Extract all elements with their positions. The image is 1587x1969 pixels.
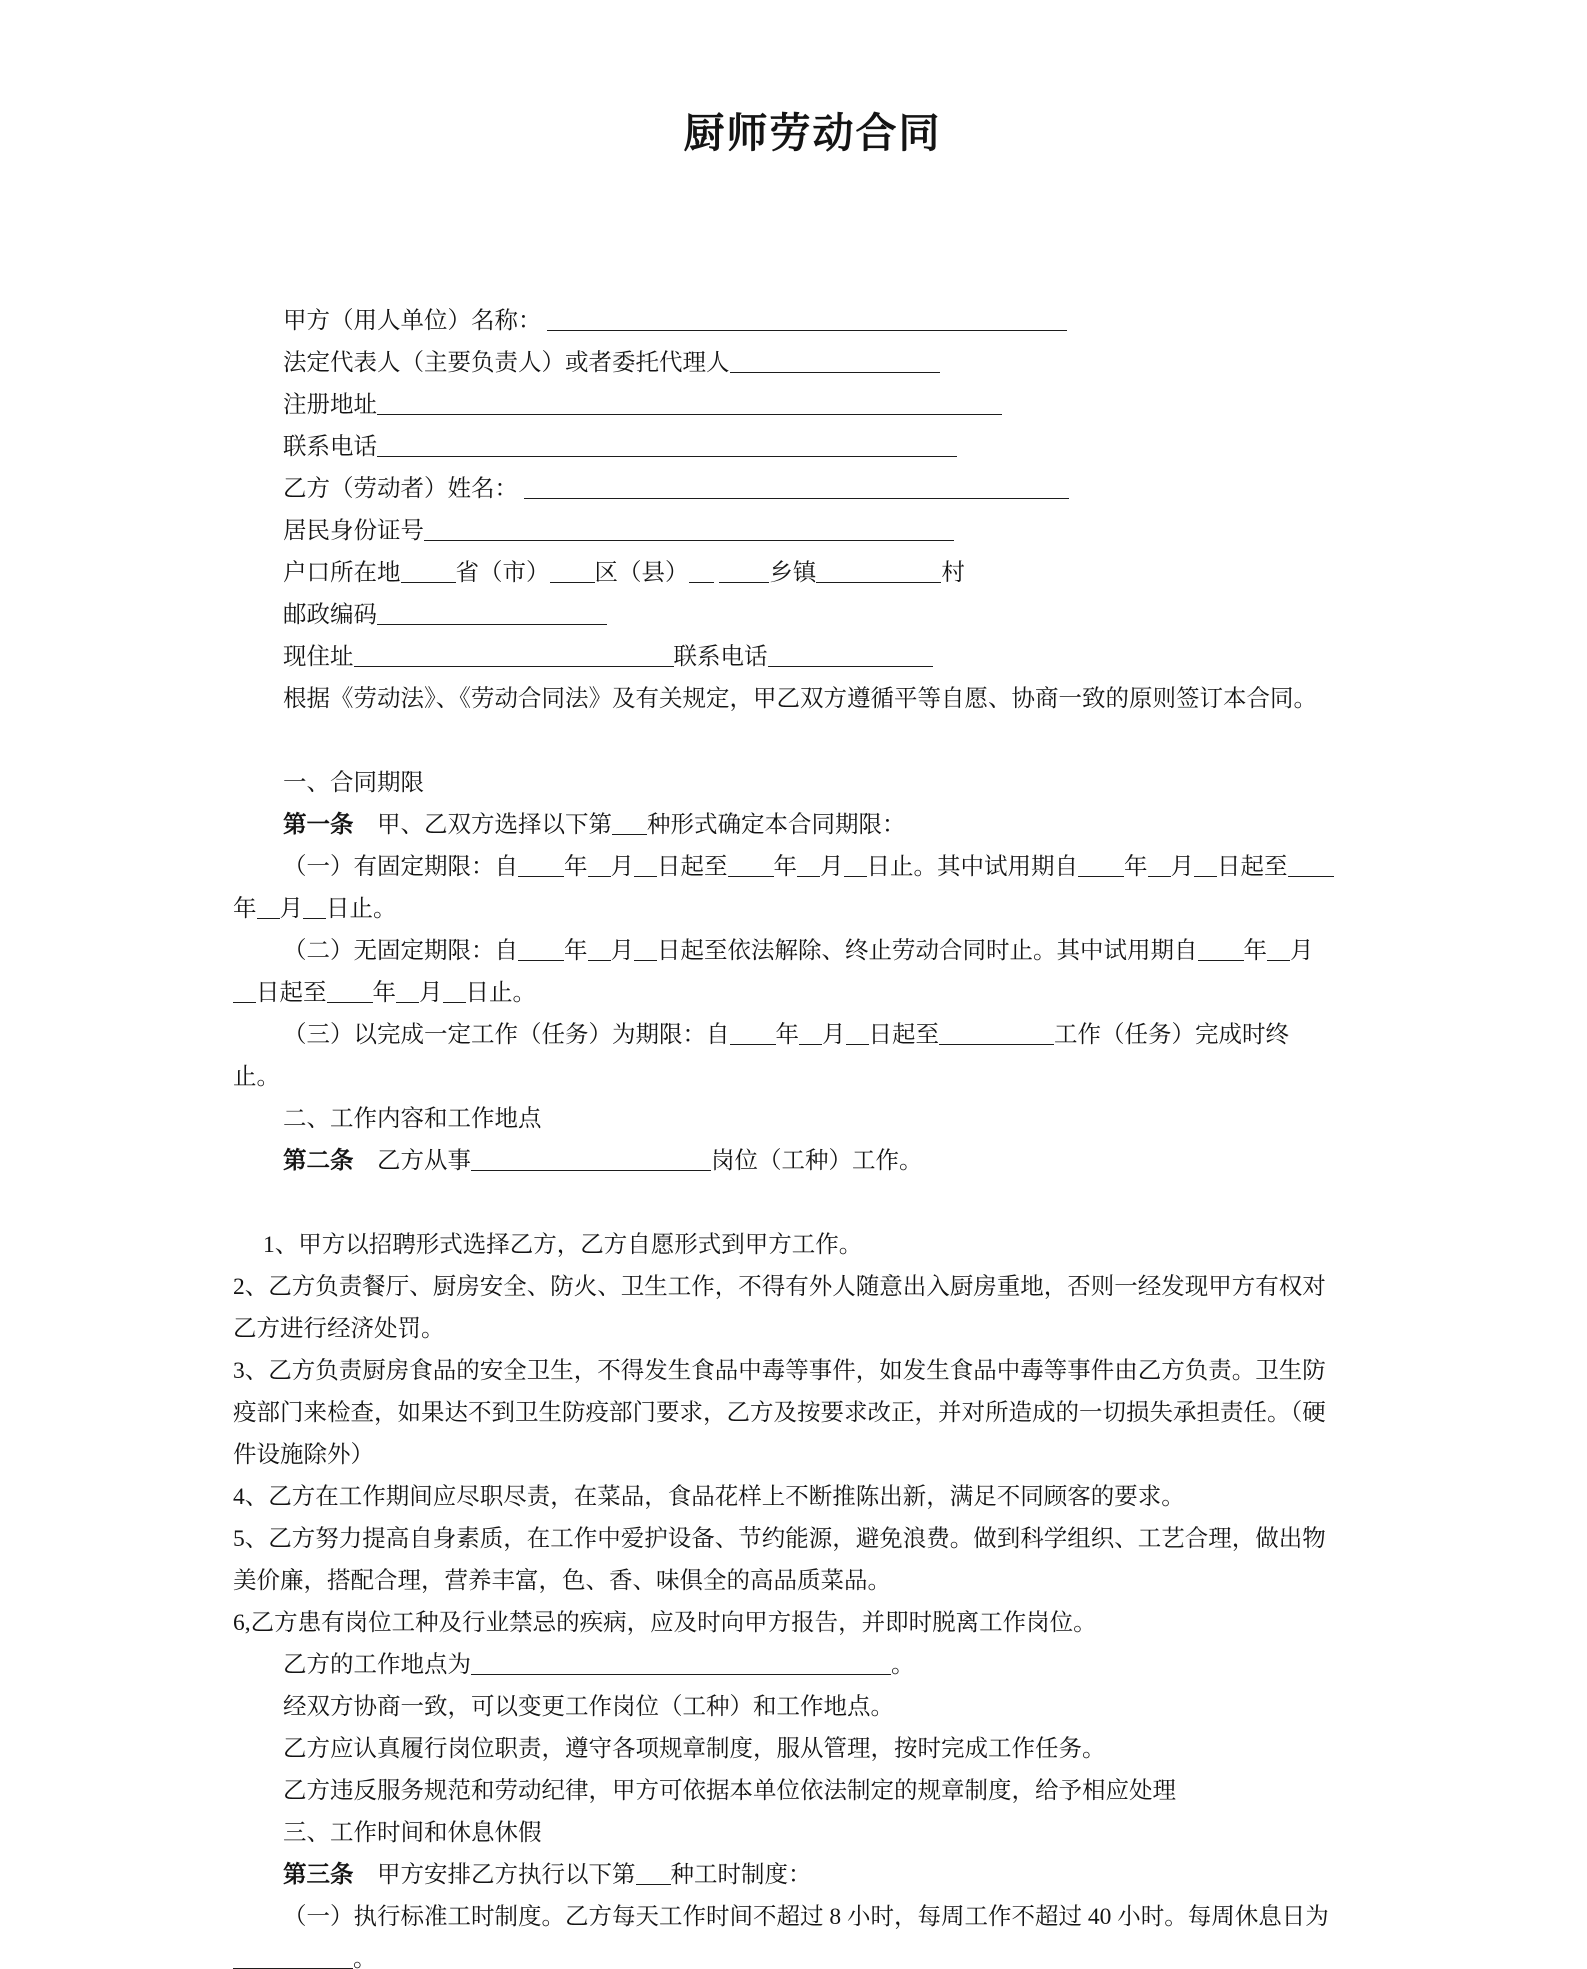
contract-line [233,1434,1354,1476]
text-run: 种形式确定本合同期限： [647,812,906,838]
text-run: 月 [820,854,844,880]
text-run: 件设施除外） [233,1442,374,1468]
contract-line [233,1014,1354,1056]
text-run: 法定代表人（主要负责人）或者委托代理人 [283,350,730,376]
text-run: 美价廉，搭配合理，营养丰富，色、香、味俱全的高品质菜品。 [233,1568,891,1594]
text-run: 5、乙方努力提高自身素质，在工作中爱护设备、节约能源，避免浪费。做到科学组织、工艺合理，做出物 [233,1526,1326,1552]
fill-in-blank [634,943,657,961]
text-run: 月 [822,1022,846,1048]
contract-line [233,1308,1354,1350]
clause-number-text: 第三条 [283,1862,354,1888]
text-run: 现住址 [283,644,354,670]
fill-in-blank [846,1027,869,1045]
text-run: 村 [941,560,965,586]
text-run: （三）以完成一定工作（任务）为期限：自 [283,1022,730,1048]
text-run: 一、合同期限 [283,770,424,796]
text-run: 月 [1290,938,1314,964]
contract-line [233,930,1354,972]
fill-in-blank [689,565,714,583]
contract-line [233,972,1354,1014]
text-run: （二）无固定期限：自 [283,938,518,964]
contract-line [233,1602,1354,1644]
text-run: 1、甲方以招聘形式选择乙方，乙方自愿形式到甲方工作。 [263,1232,863,1258]
fill-in-blank [354,649,674,667]
text-run: 疫部门来检查，如果达不到卫生防疫部门要求，乙方及按要求改正，并对所造成的一切损失承担责任。（硬 [233,1400,1326,1426]
fill-in-blank [728,859,774,877]
text-run: 注册地址 [283,392,377,418]
text-run: 。 [891,1652,915,1678]
text-run: 日止。 [326,896,397,922]
text-run: 户口所在地 [283,560,401,586]
text-run: 乡镇 [769,560,817,586]
contract-line [233,1644,1354,1686]
fill-in-blank [377,607,607,625]
fill-in-blank [471,1657,891,1675]
contract-line [233,1812,1354,1854]
fill-in-blank [233,1951,353,1969]
blank-line [233,720,1354,762]
fill-in-blank [730,355,940,373]
fill-in-blank [1194,859,1217,877]
contract-line [233,1896,1354,1938]
text-run: 日止。 [465,980,536,1006]
contract-line [233,1098,1354,1140]
contract-line [233,636,1354,678]
fill-in-blank [233,985,256,1003]
clause-number-text: 第一条 [283,812,354,838]
text-run: 邮政编码 [283,602,377,628]
text-run: 区（县） [594,560,689,586]
text-run: 乙方的工作地点为 [283,1652,471,1678]
text-run: 种工时制度： [670,1862,812,1888]
contract-line [233,510,1354,552]
text-run: 年 [372,980,396,1006]
text-run: 。 [353,1946,377,1969]
fill-in-blank [471,1153,711,1171]
fill-in-blank [768,649,933,667]
text-run: 工作（任务）完成时终 [1054,1022,1289,1048]
contract-line [233,846,1354,888]
text-run: 日起至 [256,980,327,1006]
contract-line [233,1518,1354,1560]
contract-line [233,384,1354,426]
text-run: 岗位（工种）工作。 [711,1148,923,1174]
text-run: 联系电话 [283,434,377,460]
text-run: 日起至依法解除、终止劳动合同时止。其中试用期自 [657,938,1198,964]
fill-in-blank [588,943,611,961]
blank-line [233,1182,1354,1224]
text-run: 年 [233,896,257,922]
text-run: 甲方安排乙方执行以下第 [353,1862,636,1888]
text-run: 日起至 [868,1022,939,1048]
text-run: 二、工作内容和工作地点 [283,1106,542,1132]
fill-in-blank [377,439,957,457]
fill-in-blank [550,565,595,583]
text-run: 月 [419,980,443,1006]
fill-in-blank [401,565,456,583]
text-run: 月 [610,854,634,880]
fill-in-blank [730,1027,776,1045]
fill-in-blank [377,397,1002,415]
fill-in-blank [303,901,326,919]
text-run: 三、工作时间和休息休假 [283,1820,542,1846]
fill-in-blank [1148,859,1171,877]
fill-in-blank [939,1027,1054,1045]
text-run: 年 [564,854,588,880]
fill-in-blank [1078,859,1124,877]
text-run: 止。 [233,1064,280,1090]
text-run: 日起至 [1217,854,1288,880]
fill-in-blank [634,859,657,877]
fill-in-blank [612,817,647,835]
contract-line [233,594,1354,636]
fill-in-blank [636,1867,671,1885]
text-run: 2、乙方负责餐厅、厨房安全、防火、卫生工作，不得有外人随意出入厨房重地，否则一经发现甲方有权对 [233,1274,1326,1300]
text-run: 月 [1170,854,1194,880]
contract-line [233,1770,1354,1812]
fill-in-blank [443,985,466,1003]
text-run: 日止。其中试用期自 [866,854,1078,880]
text-run: 乙方应认真履行岗位职责，遵守各项规章制度，服从管理，按时完成工作任务。 [283,1736,1106,1762]
text-run: 省（市） [455,560,550,586]
fill-in-blank [719,565,769,583]
text-run: 年 [1243,938,1267,964]
contract-line [233,1350,1354,1392]
text-run: 乙方（劳动者）姓名： [283,476,524,502]
fill-in-blank [799,1027,822,1045]
document-title: 厨师劳动合同 [683,110,942,156]
contract-line [233,1224,1354,1266]
text-run: 4、乙方在工作期间应尽职尽责，在菜品，食品花样上不断推陈出新，满足不同顾客的要求。 [233,1484,1185,1510]
fill-in-blank [518,943,564,961]
text-run: 甲、乙双方选择以下第 [353,812,612,838]
contract-line [233,1476,1354,1518]
fill-in-blank [518,859,564,877]
contract-line [233,888,1354,930]
contract-line [233,1056,1354,1098]
contract-line [233,1728,1354,1770]
fill-in-blank [424,523,954,541]
text-run: 年 [773,854,797,880]
contract-line [233,1854,1354,1896]
text-run: 根据《劳动法》、《劳动合同法》及有关规定，甲乙双方遵循平等自愿、协商一致的原则签订本合同。 [283,686,1317,712]
contract-line [233,1686,1354,1728]
contract-line [233,1266,1354,1308]
clause-number-text: 第二条 [283,1148,354,1174]
fill-in-blank [327,985,373,1003]
fill-in-blank [844,859,867,877]
fill-in-blank [1267,943,1290,961]
fill-in-blank [524,481,1069,499]
contract-line [233,1938,1354,1969]
text-run: 联系电话 [673,644,768,670]
contract-line [233,552,1354,594]
text-run: 日起至 [657,854,728,880]
fill-in-blank [1288,859,1334,877]
text-run: 乙方从事 [353,1148,471,1174]
fill-in-blank [1198,943,1244,961]
fill-in-blank [588,859,611,877]
text-run: 3、乙方负责厨房食品的安全卫生，不得发生食品中毒等事件，如发生食品中毒等事件由乙方负责。卫生防 [233,1358,1326,1384]
contract-line [233,762,1354,804]
contract-line [233,342,1354,384]
text-run: 月 [610,938,634,964]
text-run: 年 [1124,854,1148,880]
fill-in-blank [816,565,941,583]
text-run: 月 [279,896,303,922]
contract-line [233,804,1354,846]
fill-in-blank [257,901,280,919]
text-run: 经双方协商一致，可以变更工作岗位（工种）和工作地点。 [283,1694,894,1720]
text-run: 6,乙方患有岗位工种及行业禁忌的疾病，应及时向甲方报告，并即时脱离工作岗位。 [233,1610,1097,1636]
contract-line [233,1140,1354,1182]
contract-line [233,1392,1354,1434]
fill-in-blank [547,313,1067,331]
text-run: 年 [775,1022,799,1048]
text-run: （一）有固定期限：自 [283,854,518,880]
text-run: 乙方违反服务规范和劳动纪律，甲方可依据本单位依法制定的规章制度，给予相应处理 [283,1778,1176,1804]
text-run: 乙方进行经济处罚。 [233,1316,445,1342]
contract-line [233,426,1354,468]
text-run: 年 [564,938,588,964]
contract-line [233,678,1354,720]
contract-line [233,468,1354,510]
text-run: （一）执行标准工时制度。乙方每天工作时间不超过 8 小时，每周工作不超过 40 小时。每周休息日为 [283,1904,1329,1930]
text-run: 居民身份证号 [283,518,424,544]
contract-line [233,300,1354,342]
fill-in-blank [396,985,419,1003]
contract-line [233,1560,1354,1602]
fill-in-blank [797,859,820,877]
text-run: 甲方（用人单位）名称： [283,308,548,334]
document-body [233,300,1354,1969]
